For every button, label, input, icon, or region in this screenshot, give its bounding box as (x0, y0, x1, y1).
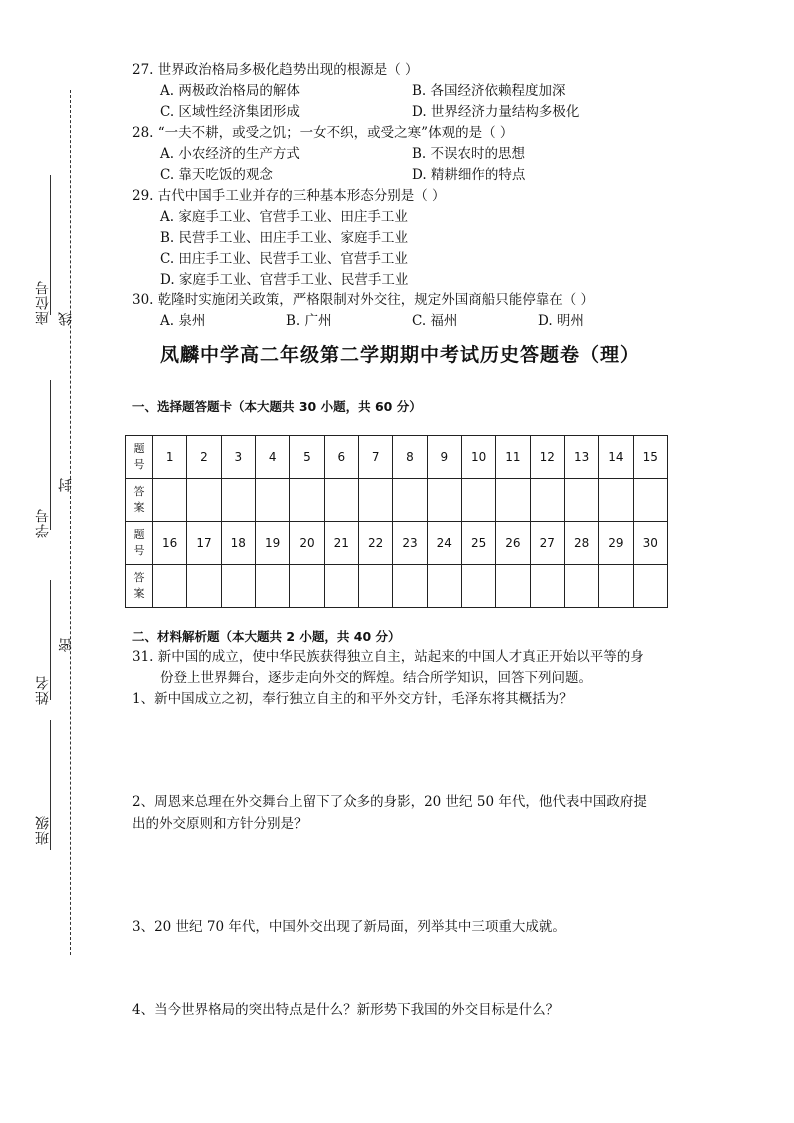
question-27-option-a: A. 两极政治格局的解体 (160, 83, 300, 99)
number-cell: 26 (496, 522, 530, 565)
answer-cell[interactable] (290, 479, 324, 522)
answer-cell[interactable] (633, 565, 667, 608)
question-28-option-c: C. 靠天吃饭的观念 (160, 167, 273, 183)
answer-cell[interactable] (496, 479, 530, 522)
question-31-intro-line-1: 31. 新中国的成立，使中华民族获得独立自主，站起来的中国人才真正开始以平等的身 (132, 649, 644, 665)
answer-row-2 (126, 565, 668, 608)
number-row-2 (126, 522, 668, 565)
question-30-option-d: D. 明州 (538, 313, 584, 329)
answer-cell[interactable] (393, 565, 427, 608)
class-label: 班级 (35, 815, 51, 845)
question-28-option-a: A. 小农经济的生产方式 (160, 146, 300, 162)
question-29-option-c: C. 田庄手工业、民营手工业、官营手工业 (160, 251, 408, 267)
question-31-intro-line-2: 份登上世界舞台，逐步走向外交的辉煌。结合所学知识，回答下列问题。 (160, 670, 592, 686)
number-cell: 3 (221, 436, 255, 479)
answer-cell[interactable] (358, 565, 392, 608)
number-cell: 11 (496, 436, 530, 479)
number-cell: 16 (153, 522, 187, 565)
question-31-sub-4: 4、当今世界格局的突出特点是什么？新形势下我国的外交目标是什么？ (132, 1002, 560, 1018)
answer-cell[interactable] (599, 479, 633, 522)
number-cell: 18 (221, 522, 255, 565)
number-cell: 4 (255, 436, 289, 479)
answer-cell[interactable] (427, 479, 461, 522)
answer-cell[interactable] (599, 565, 633, 608)
answer-cell[interactable] (461, 479, 495, 522)
seal-line-mark: 线 (58, 312, 74, 326)
class-field[interactable] (50, 720, 51, 850)
question-28-stem: 28. “一夫不耕，或受之饥；一女不织，或受之寒”体观的是（ ） (132, 125, 514, 141)
number-cell: 24 (427, 522, 461, 565)
number-cell: 20 (290, 522, 324, 565)
seal-seal-mark: 封 (58, 478, 74, 492)
number-cell: 21 (324, 522, 358, 565)
number-cell: 14 (599, 436, 633, 479)
answer-cell[interactable] (530, 565, 564, 608)
number-cell: 8 (393, 436, 427, 479)
number-cell: 30 (633, 522, 667, 565)
question-31-sub-1: 1、新中国成立之初，奉行独立自主的和平外交方针，毛泽东将其概括为？ (132, 691, 573, 707)
number-cell: 28 (564, 522, 598, 565)
question-30-option-a: A. 泉州 (160, 313, 206, 329)
question-30-option-c: C. 福州 (412, 313, 458, 329)
question-29-stem: 29. 古代中国手工业并存的三种基本形态分别是（ ） (132, 188, 446, 204)
answer-cell[interactable] (324, 565, 358, 608)
section-2-heading: 二、材料解析题（本大题共 2 小题，共 40 分） (132, 629, 401, 644)
seat-number-label: 座位号 (35, 280, 51, 325)
exam-title: 凤麟中学高二年级第二学期期中考试历史答题卷（理） (160, 344, 641, 366)
answer-header-cell: 答 案 (126, 565, 153, 608)
answer-cell[interactable] (153, 565, 187, 608)
binding-dashed-line (70, 90, 71, 955)
answer-cell[interactable] (427, 565, 461, 608)
question-29-option-a: A. 家庭手工业、官营手工业、田庄手工业 (160, 209, 408, 225)
question-27-option-d: D. 世界经济力量结构多极化 (412, 104, 580, 120)
answer-cell[interactable] (564, 479, 598, 522)
number-cell: 29 (599, 522, 633, 565)
answer-row-1 (126, 479, 668, 522)
answer-cell[interactable] (187, 565, 221, 608)
question-31-sub-2-line-2: 出的外交原则和方针分别是？ (132, 816, 308, 832)
answer-cell[interactable] (290, 565, 324, 608)
question-27-option-b: B. 各国经济依赖程度加深 (412, 83, 566, 99)
number-cell: 2 (187, 436, 221, 479)
answer-cell[interactable] (324, 479, 358, 522)
answer-cell[interactable] (633, 479, 667, 522)
answer-cell[interactable] (255, 479, 289, 522)
seat-number-field[interactable] (50, 175, 51, 315)
number-cell: 25 (461, 522, 495, 565)
number-cell: 7 (358, 436, 392, 479)
answer-cell[interactable] (358, 479, 392, 522)
student-id-label: 学号 (35, 508, 51, 538)
question-31-sub-2-line-1: 2、周恩来总理在外交舞台上留下了众多的身影，20 世纪 50 年代，他代表中国政府提 (132, 794, 647, 810)
name-label: 姓名 (35, 675, 51, 705)
number-cell: 17 (187, 522, 221, 565)
section-1-heading: 一、选择题答题卡（本大题共 30 小题，共 60 分） (132, 399, 422, 414)
question-29-option-b: B. 民营手工业、田庄手工业、家庭手工业 (160, 230, 409, 246)
number-cell: 19 (255, 522, 289, 565)
answer-cell[interactable] (496, 565, 530, 608)
number-row-1 (126, 436, 668, 479)
question-28-option-b: B. 不误农时的思想 (412, 146, 526, 162)
number-cell: 15 (633, 436, 667, 479)
answer-cell[interactable] (187, 479, 221, 522)
seal-secret-mark: 密 (58, 638, 74, 652)
question-31-sub-3: 3、20 世纪 70 年代，中国外交出现了新局面，列举其中三项重大成就。 (132, 919, 566, 935)
question-30-option-b: B. 广州 (286, 313, 332, 329)
name-field[interactable] (50, 580, 51, 700)
question-28-option-d: D. 精耕细作的特点 (412, 167, 526, 183)
number-cell: 6 (324, 436, 358, 479)
answer-card-table (125, 435, 668, 608)
number-header-cell: 题 号 (126, 436, 153, 479)
number-cell: 5 (290, 436, 324, 479)
answer-cell[interactable] (255, 565, 289, 608)
number-header-cell: 题 号 (126, 522, 153, 565)
answer-cell[interactable] (564, 565, 598, 608)
number-cell: 12 (530, 436, 564, 479)
number-cell: 10 (461, 436, 495, 479)
number-cell: 13 (564, 436, 598, 479)
question-30-stem: 30. 乾隆时实施闭关政策，严格限制对外交往，规定外国商船只能停靠在（ ） (132, 292, 595, 308)
question-27-option-c: C. 区域性经济集团形成 (160, 104, 300, 120)
answer-cell[interactable] (461, 565, 495, 608)
answer-cell[interactable] (221, 479, 255, 522)
number-cell: 9 (427, 436, 461, 479)
number-cell: 23 (393, 522, 427, 565)
question-27-stem: 27. 世界政治格局多极化趋势出现的根源是（ ） (132, 62, 419, 78)
answer-header-cell: 答 案 (126, 479, 153, 522)
answer-cell[interactable] (221, 565, 255, 608)
answer-cell[interactable] (153, 479, 187, 522)
student-id-field[interactable] (50, 380, 51, 530)
number-cell: 27 (530, 522, 564, 565)
answer-cell[interactable] (530, 479, 564, 522)
answer-cell[interactable] (393, 479, 427, 522)
number-cell: 1 (153, 436, 187, 479)
question-29-option-d: D. 家庭手工业、官营手工业、民营手工业 (160, 272, 409, 288)
number-cell: 22 (358, 522, 392, 565)
